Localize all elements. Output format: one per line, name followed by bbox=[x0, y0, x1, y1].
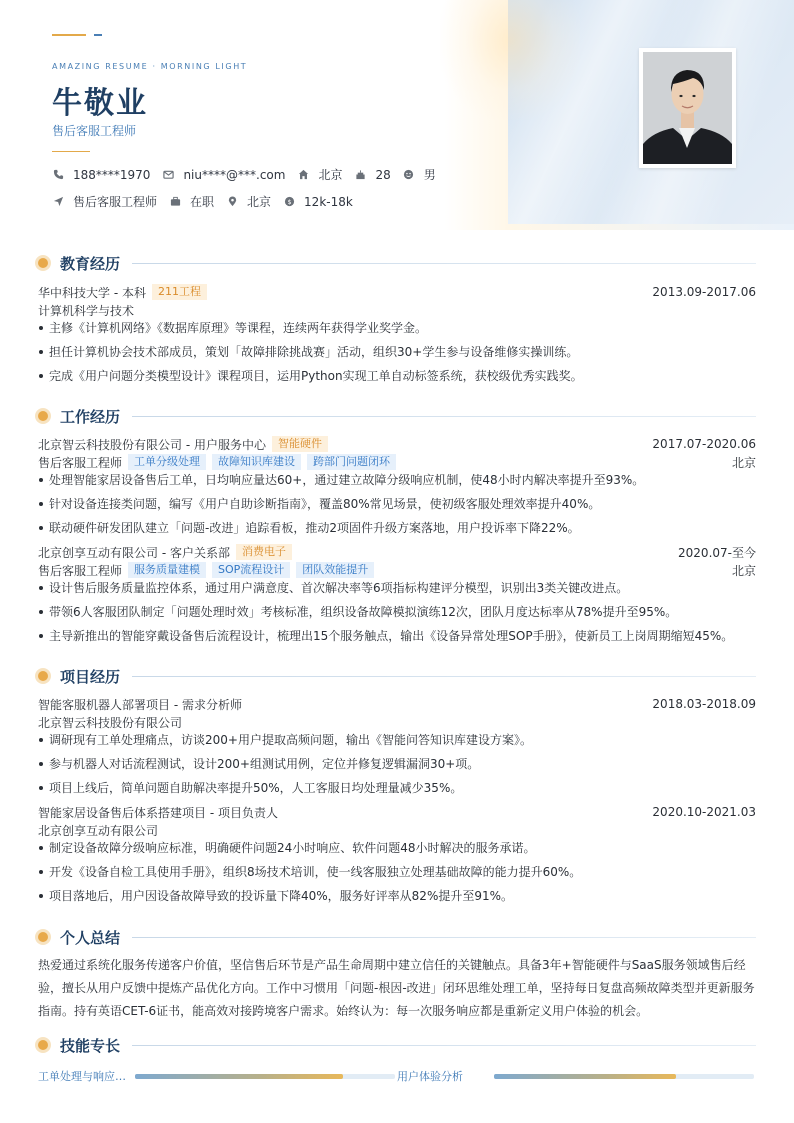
section-title: 技能专长 bbox=[60, 1036, 121, 1055]
cake-icon bbox=[354, 169, 366, 181]
salary-info bbox=[283, 195, 353, 209]
skill-name: 用户体验分析 bbox=[397, 1070, 463, 1083]
list-item: 项目落地后，用户因设备故障导致的投诉量下降40%，服务好评率从82%提升至91%。 bbox=[38, 887, 756, 911]
status-text: 在职 bbox=[190, 195, 215, 209]
project-name: 智能家居设备售后体系搭建项目 - 项目负责人 bbox=[38, 805, 278, 820]
list-item: 主导新推出的智能穿戴设备售后流程设计，梳理出15个服务触点，输出《设备异常处理SOP手册》，使新员工上岗周期缩短45%。 bbox=[38, 627, 756, 651]
section-divider bbox=[132, 416, 756, 417]
school-tag: 211工程 bbox=[152, 284, 207, 300]
job-info-row bbox=[52, 193, 365, 210]
phone-info bbox=[52, 168, 150, 182]
list-item: 参与机器人对话流程测试，设计200+组测试用例，定位并修复逻辑漏洞30+项。 bbox=[38, 755, 756, 779]
skill-tag: 跨部门问题闭环 bbox=[307, 454, 396, 470]
section-dot-icon bbox=[38, 411, 48, 421]
list-item: 针对设备连接类问题，编写《用户自助诊断指南》，覆盖80%常见场景，使初级客服处理效率提升40%。 bbox=[38, 495, 756, 519]
list-item: 调研现有工单处理痛点，访谈200+用户提取高频问题，输出《智能问答知识库建设方案》。 bbox=[38, 731, 756, 755]
projects-section bbox=[36, 665, 756, 911]
education-major-line bbox=[38, 301, 756, 319]
skill-level-bar bbox=[494, 1074, 754, 1079]
industry-tag: 消费电子 bbox=[236, 544, 292, 560]
salary-text: 12k-18k bbox=[304, 194, 353, 209]
work-section bbox=[36, 405, 756, 651]
projects-heading bbox=[36, 665, 756, 687]
gender-text: 男 bbox=[423, 168, 436, 182]
skills-section bbox=[36, 1034, 756, 1084]
accent-lines bbox=[52, 34, 102, 36]
age-text: 28 bbox=[375, 167, 391, 182]
section-divider bbox=[132, 263, 756, 264]
header-glow bbox=[440, 0, 580, 120]
status-info bbox=[169, 193, 214, 210]
candidate-title: 售后客服工程师 bbox=[52, 124, 137, 138]
job-period: 2017.07-2020.06 bbox=[652, 437, 756, 451]
city-info bbox=[226, 193, 271, 210]
summary-section bbox=[36, 926, 756, 1023]
list-item: 处理智能家居设备售后工单，日均响应量达60+，通过建立故障分级响应机制，使48小时内解决率提升至93%。 bbox=[38, 471, 756, 495]
project-company-line bbox=[38, 821, 756, 839]
skills-heading bbox=[36, 1034, 756, 1056]
gender-info bbox=[403, 166, 436, 183]
city-text: 北京 bbox=[247, 195, 272, 209]
home-info bbox=[297, 166, 342, 183]
job-city: 北京 bbox=[731, 563, 756, 578]
job-bullets bbox=[38, 579, 756, 651]
email-text: niu****@***.com bbox=[183, 167, 286, 182]
project-company-line bbox=[38, 713, 756, 731]
gender-icon bbox=[403, 169, 415, 181]
list-item: 主修《计算机网络》《数据库原理》等课程，连续两年获得学业奖学金。 bbox=[38, 319, 756, 343]
project-company: 北京智云科技股份有限公司 bbox=[38, 715, 183, 730]
project-name-line bbox=[38, 695, 756, 713]
list-item: 担任计算机协会技术部成员，策划「故障排除挑战赛」活动，组织30+学生参与设备维修实操训练。 bbox=[38, 343, 756, 367]
education-period: 2013.09-2017.06 bbox=[652, 285, 756, 299]
school-name: 华中科技大学 - 本科 bbox=[38, 285, 146, 300]
location-icon bbox=[226, 196, 238, 208]
section-title: 个人总结 bbox=[60, 928, 121, 947]
section-dot-icon bbox=[38, 1040, 48, 1050]
skill-item bbox=[38, 1068, 397, 1084]
project-bullets bbox=[38, 839, 756, 911]
send-icon bbox=[52, 196, 64, 208]
list-item: 联动硬件研发团队建立「问题-改进」追踪看板，推动2项固件升级方案落地，用户投诉率下降22%。 bbox=[38, 519, 756, 543]
project-name-line bbox=[38, 803, 756, 821]
phone-text: 188****1970 bbox=[73, 167, 151, 182]
section-dot-icon bbox=[38, 932, 48, 942]
svg-text:$: $ bbox=[287, 197, 292, 206]
company-name: 北京智云科技股份有限公司 - 用户服务中心 bbox=[38, 437, 266, 452]
list-item: 项目上线后，简单问题自助解决率提升50%，人工客服日均处理量减少35%。 bbox=[38, 779, 756, 803]
job-role: 售后客服工程师 bbox=[38, 455, 123, 470]
education-heading bbox=[36, 252, 756, 274]
list-item: 完成《用户问题分类模型设计》课程项目，运用Python实现工单自动标签系统，获校级优秀实践奖。 bbox=[38, 367, 756, 391]
project-period: 2018.03-2018.09 bbox=[652, 697, 756, 711]
skill-tag: SOP流程设计 bbox=[212, 562, 290, 578]
home-text: 北京 bbox=[318, 168, 343, 182]
education-entry bbox=[38, 283, 756, 301]
section-title: 工作经历 bbox=[60, 407, 121, 426]
skills-row bbox=[38, 1068, 756, 1084]
section-title: 教育经历 bbox=[60, 254, 121, 273]
skill-level-bar bbox=[135, 1074, 395, 1079]
briefcase-icon bbox=[169, 196, 181, 208]
age-info bbox=[354, 168, 390, 182]
list-item: 开发《设备自检工具使用手册》，组织8场技术培训，使一线客服独立处理基础故障的能力提升60%。 bbox=[38, 863, 756, 887]
skill-item bbox=[397, 1068, 756, 1084]
list-item: 设计售后服务质量监控体系，通过用户满意度、首次解决率等6项指标构建评分模型，识别出3类关键改进点。 bbox=[38, 579, 756, 603]
target-role-info bbox=[52, 193, 157, 210]
section-dot-icon bbox=[38, 258, 48, 268]
target-role-text: 售后客服工程师 bbox=[73, 195, 158, 209]
job-city: 北京 bbox=[731, 455, 756, 470]
work-heading bbox=[36, 405, 756, 427]
summary-text: 热爱通过系统化服务传递客户价值，坚信售后环节是产品生命周期中建立信任的关键触点。具备3年+智能硬件与SaaS服务领域售后经验，擅长从用户反馈中提炼产品优化方向。工作中习惯用「问题-根因-改进」闭环思维处理工单，坚持每日复盘高频故障类型并更新服务指南。持有英语CET-6证书，能高效对接跨境客户需求。始终认为：每一次服务响应都是重新定义用户体验的机会。 bbox=[38, 958, 755, 1018]
resume-tagline: AMAZING RESUME · MORNING LIGHT bbox=[52, 62, 248, 71]
salary-icon bbox=[283, 196, 295, 208]
section-title: 项目经历 bbox=[60, 667, 121, 686]
education-section bbox=[36, 252, 756, 391]
phone-icon bbox=[52, 169, 64, 181]
skill-tag: 团队效能提升 bbox=[296, 562, 374, 578]
title-underline bbox=[52, 151, 90, 152]
job-role-line bbox=[38, 453, 756, 471]
job-company-line bbox=[38, 435, 756, 453]
skill-tag: 工单分级处理 bbox=[128, 454, 206, 470]
education-major: 计算机科学与技术 bbox=[38, 303, 135, 318]
summary-heading bbox=[36, 926, 756, 948]
skill-level-fill bbox=[494, 1074, 676, 1079]
skill-tag: 服务质量建模 bbox=[128, 562, 206, 578]
education-bullets bbox=[38, 319, 756, 391]
company-name: 北京创享互动有限公司 - 客户关系部 bbox=[38, 545, 230, 560]
mail-icon bbox=[162, 169, 174, 181]
candidate-name: 牛敬业 bbox=[52, 86, 148, 121]
email-info bbox=[162, 168, 285, 182]
section-dot-icon bbox=[38, 671, 48, 681]
job-company-line bbox=[38, 543, 756, 561]
project-period: 2020.10-2021.03 bbox=[652, 805, 756, 819]
section-divider bbox=[132, 1045, 756, 1046]
job-role: 售后客服工程师 bbox=[38, 563, 123, 578]
profile-photo-frame bbox=[639, 48, 736, 168]
industry-tag: 智能硬件 bbox=[272, 436, 328, 452]
project-bullets bbox=[38, 731, 756, 803]
home-icon bbox=[297, 169, 309, 181]
section-divider bbox=[132, 676, 756, 677]
profile-photo bbox=[643, 52, 732, 164]
skill-level-fill bbox=[135, 1074, 343, 1079]
project-name: 智能客服机器人部署项目 - 需求分析师 bbox=[38, 697, 242, 712]
list-item: 制定设备故障分级响应标准，明确硬件问题24小时响应、软件问题48小时解决的服务承诺。 bbox=[38, 839, 756, 863]
skill-name: 工单处理与响应… bbox=[38, 1070, 126, 1083]
list-item: 带领6人客服团队制定「问题处理时效」考核标准，组织设备故障模拟演练12次，团队月度达标率从78%提升至95%。 bbox=[38, 603, 756, 627]
project-company: 北京创享互动有限公司 bbox=[38, 823, 159, 838]
job-role-line bbox=[38, 561, 756, 579]
job-period: 2020.07-至今 bbox=[678, 545, 756, 560]
contact-info-row bbox=[52, 166, 448, 183]
job-bullets bbox=[38, 471, 756, 543]
skill-tag: 故障知识库建设 bbox=[212, 454, 301, 470]
section-divider bbox=[132, 937, 756, 938]
